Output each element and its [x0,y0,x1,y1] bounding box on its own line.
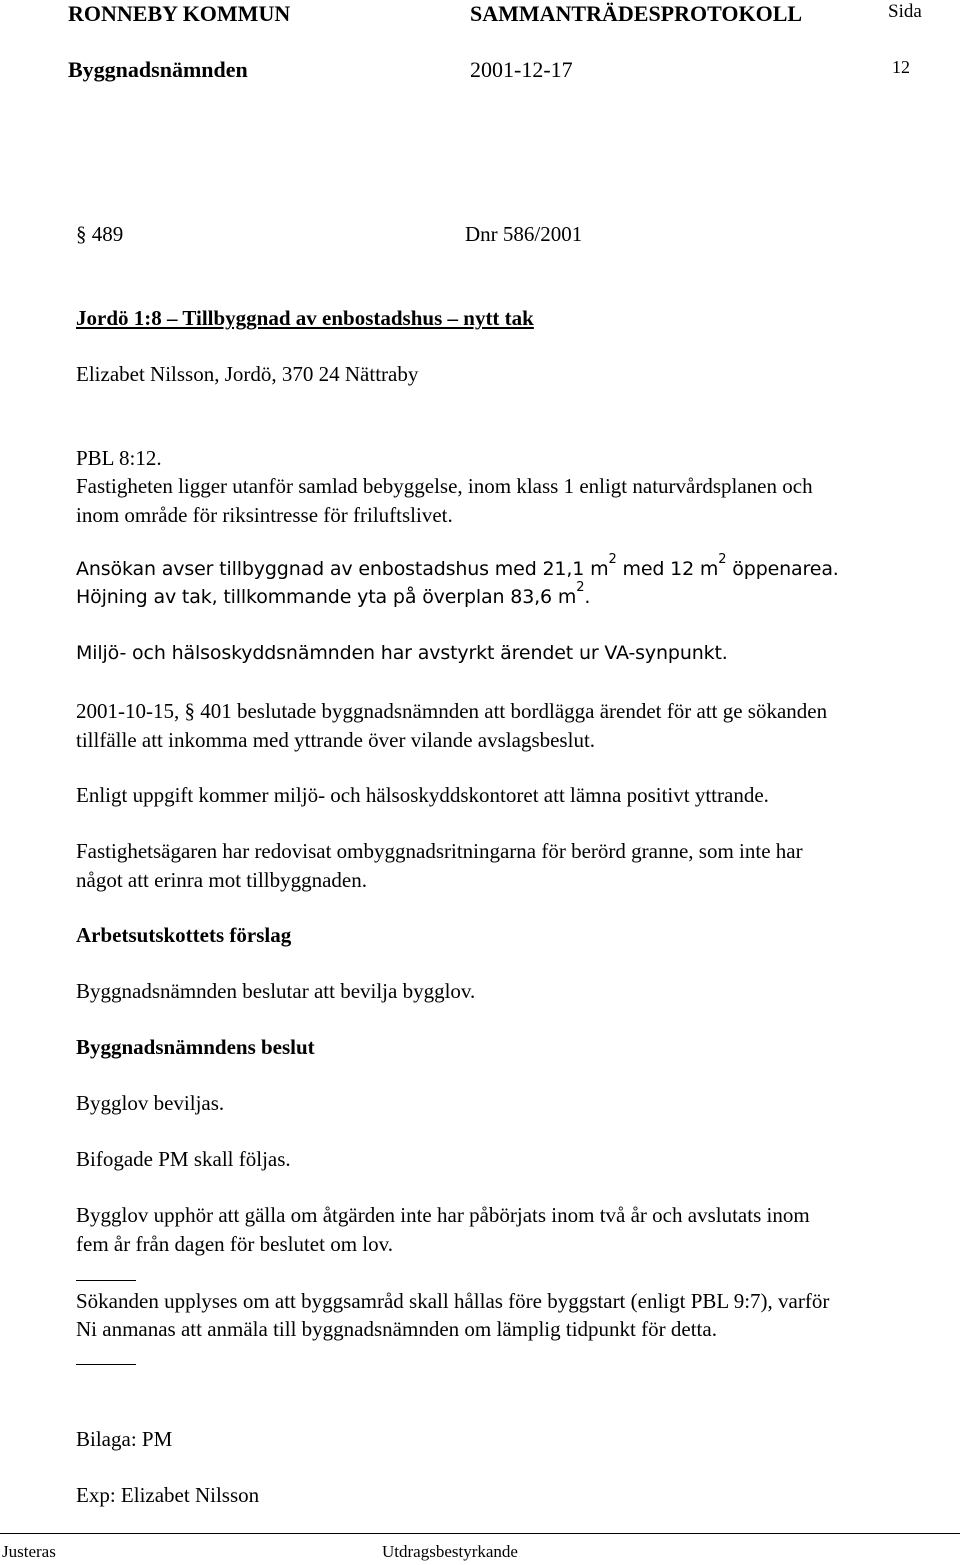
owner-line-1: Fastighetsägaren har redovisat ombyggnadsritningarna för berörd granne, som inte har [76,839,803,863]
separator-rule [76,1364,136,1365]
dispatch-note: Exp: Elizabet Nilsson [76,1483,260,1507]
committee-name: Byggnadsnämnden [68,57,248,82]
info-statement: Enligt uppgift kommer miljö- och hälsoskyddskontoret att lämna positivt yttrande. [76,783,769,807]
appendix-note: Bilaga: PM [76,1427,173,1451]
decision-heading: Byggnadsnämndens beslut [76,1035,315,1059]
application-line-2: Höjning av tak, tillkommande yta på överplan 83,6 $m^2$. [76,580,591,608]
decision-line-2: Bifogade PM skall följas. [76,1147,291,1171]
decision-line-3a: Bygglov upphör att gälla om åtgärden inte har påbörjats inom två år och avslutats inom [76,1203,810,1227]
location-line-1: Fastigheten ligger utanför samlad bebyggelse, inom klass 1 enligt naturvårdsplanen och [76,474,813,498]
owner-line-2: något att erinra mot tillbyggnaden. [76,868,368,892]
footer-rule [0,1533,960,1534]
meeting-date: 2001-12-17 [470,57,573,82]
pbl-reference: PBL 8:12. [76,446,162,470]
location-line-2: inom område för riksintresse för friluftslivet. [76,503,453,527]
footer-signed: Justeras [2,1542,56,1561]
proposal-heading: Arbetsutskottets förslag [76,923,292,947]
applicant: Elizabet Nilsson, Jordö, 370 24 Nättraby [76,362,419,386]
superscript-2: 2 [718,552,727,567]
footer-certified: Utdragsbestyrkande [382,1542,518,1561]
municipality-name: RONNEBY KOMMUN [68,1,291,26]
case-title: Jordö 1:8 – Tillbyggnad av enbostadshus – nytt tak [76,306,534,330]
notice-line-1: Sökanden upplyses om att byggsamråd skall hållas före byggstart (enligt PBL 9:7), varför [76,1289,830,1313]
section-number: § 489 [76,222,124,246]
decision-line-3b: fem år från dagen för beslutet om lov. [76,1232,394,1256]
environment-statement: Miljö- och hälsoskyddsnämnden har avstyrkt ärendet ur VA-synpunkt. [76,642,728,664]
superscript-2: 2 [576,580,585,595]
superscript-2: 2 [608,552,617,567]
earlier-decision-line-2: tillfälle att inkomma med yttrande över vilande avslagsbeslut. [76,728,596,752]
protocol-title: SAMMANTRÄDESPROTOKOLL [470,1,803,26]
application-line-1: Ansökan avser tillbyggnad av enbostadshus med 21,1 $m^2$ med 12 $m^2$ öppenarea. [76,552,839,580]
notice-line-2: Ni anmanas att anmäla till byggnadsnämnden om lämplig tidpunkt för detta. [76,1317,717,1341]
page-number: 12 [892,57,910,77]
diary-number: Dnr 586/2001 [465,222,583,246]
decision-line-1: Bygglov beviljas. [76,1091,225,1115]
page-label: Sida [888,1,922,22]
separator-rule [76,1280,136,1281]
earlier-decision-line-1: 2001-10-15, § 401 beslutade byggnadsnämnden att bordlägga ärendet för att ge sökanden [76,699,828,723]
proposal-text: Byggnadsnämnden beslutar att bevilja bygglov. [76,979,476,1003]
